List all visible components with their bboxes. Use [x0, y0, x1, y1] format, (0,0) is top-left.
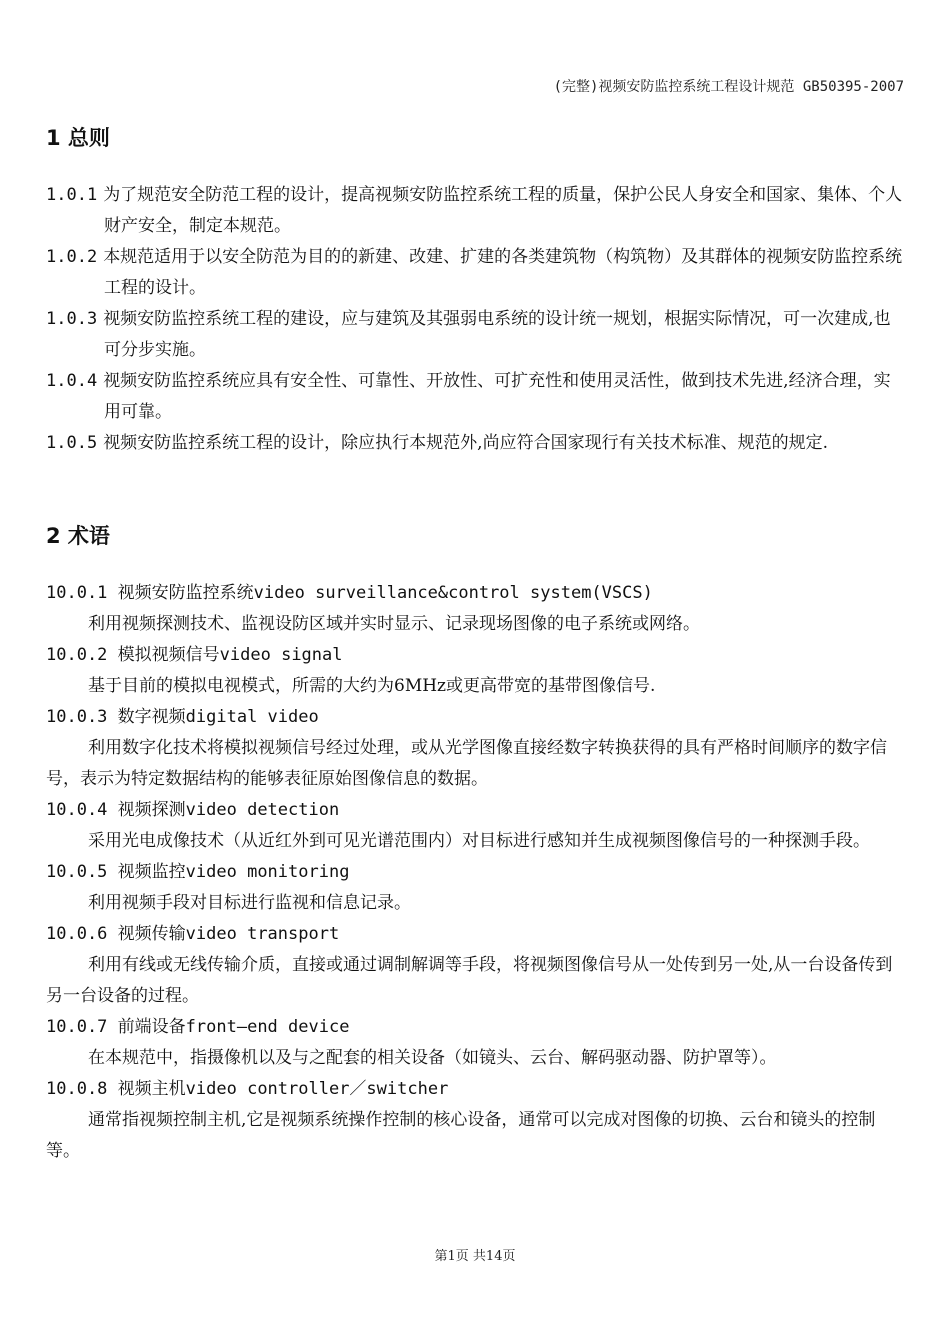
- term-number: 10.0.2: [46, 645, 108, 665]
- term-name-en: video transport: [185, 924, 340, 944]
- term-name-zh: 视频监控: [117, 862, 186, 882]
- clause-text: 本规范适用于以安全防范为目的的新建、改建、扩建的各类建筑物（构筑物）及其群体的视频安防监控系统工程的设计。: [103, 247, 903, 298]
- term-name-en: front—end device: [185, 1017, 350, 1037]
- term-name-zh: 前端设备: [117, 1017, 186, 1037]
- clause: [46, 428, 906, 459]
- term-number: 10.0.8: [46, 1079, 108, 1099]
- term-definition: 利用视频手段对目标进行监视和信息记录。: [88, 893, 411, 913]
- term-name-en: digital video: [185, 707, 319, 727]
- term-name-en: video signal: [219, 645, 343, 665]
- clause-number: 1.0.3: [46, 309, 98, 329]
- term-heading: [46, 640, 906, 671]
- general-clauses: [46, 180, 906, 459]
- term-heading: [46, 919, 906, 950]
- clause-text: 视频安防监控系统工程的建设，应与建筑及其强弱电系统的设计统一规划，根据实际情况，可一次建成,也可分步实施。: [103, 309, 891, 360]
- term-heading: [46, 795, 906, 826]
- clause: [46, 180, 906, 242]
- clause-text: 视频安防监控系统应具有安全性、可靠性、开放性、可扩充性和使用灵活性，做到技术先进,经济合理，实用可靠。: [103, 371, 891, 422]
- term-name-en: video surveillance&control system(VSCS): [253, 583, 653, 603]
- term-number: 10.0.5: [46, 862, 108, 882]
- term-list: [46, 578, 906, 1167]
- term-name-en: video monitoring: [185, 862, 350, 882]
- term-definition: 利用数字化技术将模拟视频信号经过处理，或从光学图像直接经数字转换获得的具有严格时间顺序的数字信号，表示为特定数据结构的能够表征原始图像信息的数据。: [46, 738, 887, 789]
- term-heading: [46, 857, 906, 888]
- term-name-zh: 数字视频: [117, 707, 186, 727]
- clause: [46, 366, 906, 428]
- term-name-zh: 视频主机: [117, 1079, 186, 1099]
- term-number: 10.0.6: [46, 924, 108, 944]
- page-header: (完整)视频安防监控系统工程设计规范 GB50395-2007: [553, 79, 904, 95]
- term-heading: [46, 578, 906, 609]
- clause: [46, 242, 906, 304]
- term-definition: 利用有线或无线传输介质，直接或通过调制解调等手段，将视频图像信号从一处传到另一处,从一台设备传到另一台设备的过程。: [46, 955, 893, 1006]
- term-definition: 利用视频探测技术、监视设防区域并实时显示、记录现场图像的电子系统或网络。: [88, 614, 700, 634]
- term-definition: 基于目前的模拟电视模式，所需的大约为6MHz或更高带宽的基带图像信号.: [88, 676, 656, 696]
- term-number: 10.0.7: [46, 1017, 108, 1037]
- term-name-zh: 模拟视频信号: [117, 645, 220, 665]
- term-definition: 在本规范中，指摄像机以及与之配套的相关设备（如镜头、云台、解码驱动器、防护罩等）。: [88, 1048, 777, 1068]
- term-name-zh: 视频传输: [117, 924, 186, 944]
- term-heading: [46, 1012, 906, 1043]
- term-definition: 通常指视频控制主机,它是视频系统操作控制的核心设备，通常可以完成对图像的切换、云台和镜头的控制等。: [46, 1110, 876, 1161]
- clause-number: 1.0.2: [46, 247, 98, 267]
- page-footer: 第1页 共14页: [434, 1249, 516, 1264]
- clause-number: 1.0.1: [46, 185, 98, 205]
- clause-text: 为了规范安全防范工程的设计，提高视频安防监控系统工程的质量，保护公民人身安全和国家、集体、个人财产安全，制定本规范。: [103, 185, 903, 236]
- term-name-en: video detection: [185, 800, 340, 820]
- section-title: 1 总则: [46, 126, 110, 150]
- section-title: 2 术语: [46, 524, 110, 548]
- term-heading: [46, 702, 906, 733]
- clause-text: 视频安防监控系统工程的设计，除应执行本规范外,尚应符合国家现行有关技术标准、规范的规定.: [103, 433, 828, 453]
- clause: [46, 304, 906, 366]
- clause-number: 1.0.5: [46, 433, 98, 453]
- term-definition: 采用光电成像技术（从近红外到可见光谱范围内）对目标进行感知并生成视频图像信号的一种探测手段。: [88, 831, 870, 851]
- term-number: 10.0.4: [46, 800, 108, 820]
- term-number: 10.0.3: [46, 707, 108, 727]
- term-name-en: video controller／switcher: [185, 1079, 449, 1099]
- term-heading: [46, 1074, 906, 1105]
- term-number: 10.0.1: [46, 583, 108, 603]
- term-name-zh: 视频探测: [117, 800, 186, 820]
- term-name-zh: 视频安防监控系统: [117, 583, 254, 603]
- clause-number: 1.0.4: [46, 371, 98, 391]
